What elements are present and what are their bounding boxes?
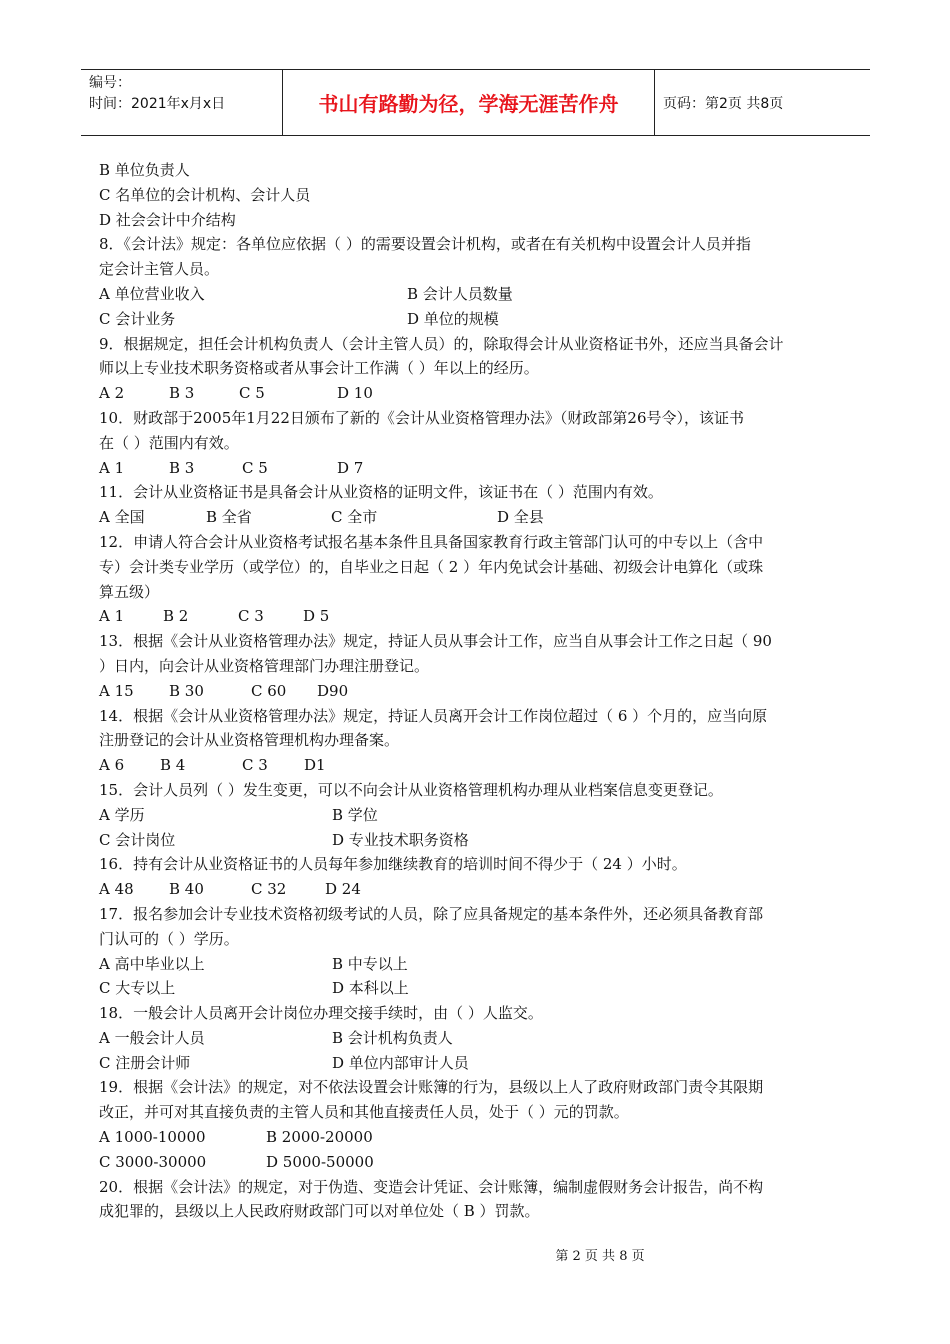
option-item: C 大专以上 bbox=[99, 979, 176, 998]
text-line: 8．《会计法》规定：各单位应依据（ ）的需要设置会计机构，或者在有关机构中设置会计人员并指 bbox=[99, 235, 751, 254]
option-item: D1 bbox=[304, 756, 326, 775]
option-row bbox=[99, 753, 854, 778]
text-line: B 单位负责人 bbox=[99, 161, 190, 179]
option-item: C 会计岗位 bbox=[99, 830, 176, 849]
option-item: C 3 bbox=[238, 607, 264, 626]
option-item: A 2 bbox=[99, 384, 125, 403]
text-line: 10．财政部于2005年1月22日颁布了新的《会计从业资格管理办法》（财政部第26号令），该证书 bbox=[99, 408, 744, 427]
option-item: B 2 bbox=[163, 607, 189, 626]
option-row bbox=[99, 282, 854, 307]
option-item: B 2000-20000 bbox=[266, 1128, 373, 1147]
option-item: B 会计机构负责人 bbox=[332, 1028, 453, 1047]
option-row bbox=[99, 1125, 854, 1150]
option-row bbox=[99, 604, 854, 629]
option-item: A 单位营业收入 bbox=[99, 284, 205, 303]
document-body bbox=[99, 158, 854, 1224]
text-line: 13．根据《会计从业资格管理办法》规定，持证人员从事会计工作，应当自从事会计工作之日起（ 90 bbox=[99, 632, 772, 651]
text-line: 定会计主管人员。 bbox=[99, 260, 220, 279]
option-item: A 48 bbox=[99, 880, 134, 899]
option-row bbox=[99, 803, 854, 828]
text-line: 12．申请人符合会计从业资格考试报名基本条件且具备国家教育行政主管部门认可的中专以上（含中 bbox=[99, 532, 764, 551]
option-row bbox=[99, 1051, 854, 1076]
option-row bbox=[99, 307, 854, 332]
option-item: A 1 bbox=[99, 607, 125, 626]
option-item: A 学历 bbox=[99, 805, 145, 824]
text-line: 16．持有会计从业资格证书的人员每年参加继续教育的培训时间不得少于（ 24 ）小时。 bbox=[99, 855, 687, 874]
option-item: D 全县 bbox=[497, 508, 544, 527]
option-item: A 全国 bbox=[99, 508, 145, 527]
option-item: C 3000-30000 bbox=[99, 1152, 207, 1171]
option-item: D 5000-50000 bbox=[266, 1152, 374, 1171]
text-line: 19．根据《会计法》的规定，对不依法设置会计账簿的行为，县级以上人了政府财政部门责令其限期 bbox=[99, 1078, 764, 1097]
option-item: A 15 bbox=[99, 681, 134, 700]
option-item: A 6 bbox=[99, 756, 125, 775]
option-row bbox=[99, 877, 854, 902]
text-line: 15．会计人员列（ ）发生变更，可以不向会计从业资格管理机构办理从业档案信息变更登记。 bbox=[99, 780, 723, 799]
option-item: D 本科以上 bbox=[332, 979, 409, 998]
text-line: 门认可的（ ）学历。 bbox=[99, 929, 239, 948]
text-line: C 名单位的会计机构、会计人员 bbox=[99, 185, 311, 204]
number-label: 编号： bbox=[89, 75, 131, 91]
text-line: 17．报名参加会计专业技术资格初级考试的人员，除了应具备规定的基本条件外，还必须具备教育部 bbox=[99, 904, 764, 923]
text-line: 9．根据规定，担任会计机构负责人（会计主管人员）的，除取得会计从业资格证书外，还应当具备会计 bbox=[99, 334, 784, 353]
option-item: B 会计人员数量 bbox=[407, 284, 513, 303]
text-line: 14．根据《会计从业资格管理办法》规定，持证人员离开会计工作岗位超过（ 6 ）个月的，应当向原 bbox=[99, 706, 768, 725]
text-line: 师以上专业技术职务资格或者从事会计工作满（ ）年以上的经历。 bbox=[99, 359, 539, 378]
option-item: B 3 bbox=[169, 458, 195, 477]
text-line: 算五级） bbox=[99, 582, 160, 601]
header-meta bbox=[81, 70, 283, 135]
option-item: D 单位的规模 bbox=[407, 309, 499, 328]
option-item: C 3 bbox=[242, 756, 268, 775]
option-item: B 30 bbox=[169, 681, 204, 700]
option-row bbox=[99, 679, 854, 704]
header-motto-cell bbox=[283, 70, 655, 135]
option-item: B 4 bbox=[160, 756, 186, 775]
option-item: B 学位 bbox=[332, 805, 378, 824]
option-item: A 1 bbox=[99, 458, 125, 477]
option-item: C 全市 bbox=[331, 508, 378, 527]
option-item: C 5 bbox=[239, 384, 265, 403]
header-table bbox=[81, 69, 870, 136]
option-row bbox=[99, 381, 854, 406]
text-line: 专）会计类专业学历（或学位）的，自毕业之日起（ 2 ）年内免试会计基础、初级会计电算化（或珠 bbox=[99, 557, 764, 576]
motto: 书山有路勤为径，学海无涯苦作舟 bbox=[318, 92, 619, 116]
option-item: B 中专以上 bbox=[332, 954, 408, 973]
text-line: 成犯罪的，县级以上人民政府财政部门可以对单位处（ B ）罚款。 bbox=[99, 1202, 540, 1221]
text-line: 18．一般会计人员离开会计岗位办理交接手续时，由（ ）人监交。 bbox=[99, 1004, 543, 1023]
option-item: C 32 bbox=[251, 880, 287, 899]
text-line: 注册登记的会计从业资格管理机构办理备案。 bbox=[99, 731, 400, 750]
option-item: A 一般会计人员 bbox=[99, 1028, 205, 1047]
page-label: 页码：第2页 共8页 bbox=[663, 95, 784, 112]
option-item: D 5 bbox=[303, 607, 330, 626]
option-item: D 专业技术职务资格 bbox=[332, 830, 469, 849]
date-label: 时间：2021年x月x日 bbox=[89, 96, 226, 112]
option-row bbox=[99, 505, 854, 530]
option-item: C 注册会计师 bbox=[99, 1053, 191, 1072]
option-item: C 5 bbox=[242, 458, 268, 477]
option-item: C 会计业务 bbox=[99, 309, 176, 328]
option-row bbox=[99, 828, 854, 853]
footer-page-number: 第 2 页 共 8 页 bbox=[555, 1249, 645, 1264]
option-item: D 10 bbox=[337, 384, 373, 403]
option-row bbox=[99, 456, 854, 481]
page-footer bbox=[0, 1245, 950, 1264]
option-item: D 单位内部审计人员 bbox=[332, 1053, 469, 1072]
option-row bbox=[99, 976, 854, 1001]
option-item: D 7 bbox=[337, 458, 364, 477]
text-line: 改正，并可对其直接负责的主管人员和其他直接责任人员，处于（ ）元的罚款。 bbox=[99, 1103, 629, 1122]
text-line: 11．会计从业资格证书是具备会计从业资格的证明文件，该证书在（ ）范围内有效。 bbox=[99, 483, 663, 502]
header-page-cell bbox=[655, 70, 870, 135]
option-item: B 40 bbox=[169, 880, 204, 899]
option-item: D90 bbox=[317, 681, 349, 700]
option-row bbox=[99, 1026, 854, 1051]
option-item: D 24 bbox=[325, 880, 361, 899]
text-line: D 社会会计中介结构 bbox=[99, 210, 236, 229]
option-item: A 高中毕业以上 bbox=[99, 954, 205, 973]
option-row bbox=[99, 952, 854, 977]
option-item: B 3 bbox=[169, 384, 195, 403]
option-row bbox=[99, 1150, 854, 1175]
text-line: 20．根据《会计法》的规定，对于伪造、变造会计凭证、会计账簿，编制虚假财务会计报告，尚不构 bbox=[99, 1177, 764, 1196]
text-line: 在（ ）范围内有效。 bbox=[99, 433, 239, 452]
option-item: C 60 bbox=[251, 681, 287, 700]
text-line: ）日内，向会计从业资格管理部门办理注册登记。 bbox=[99, 656, 430, 675]
option-item: A 1000-10000 bbox=[99, 1128, 206, 1147]
option-item: B 全省 bbox=[206, 508, 252, 527]
